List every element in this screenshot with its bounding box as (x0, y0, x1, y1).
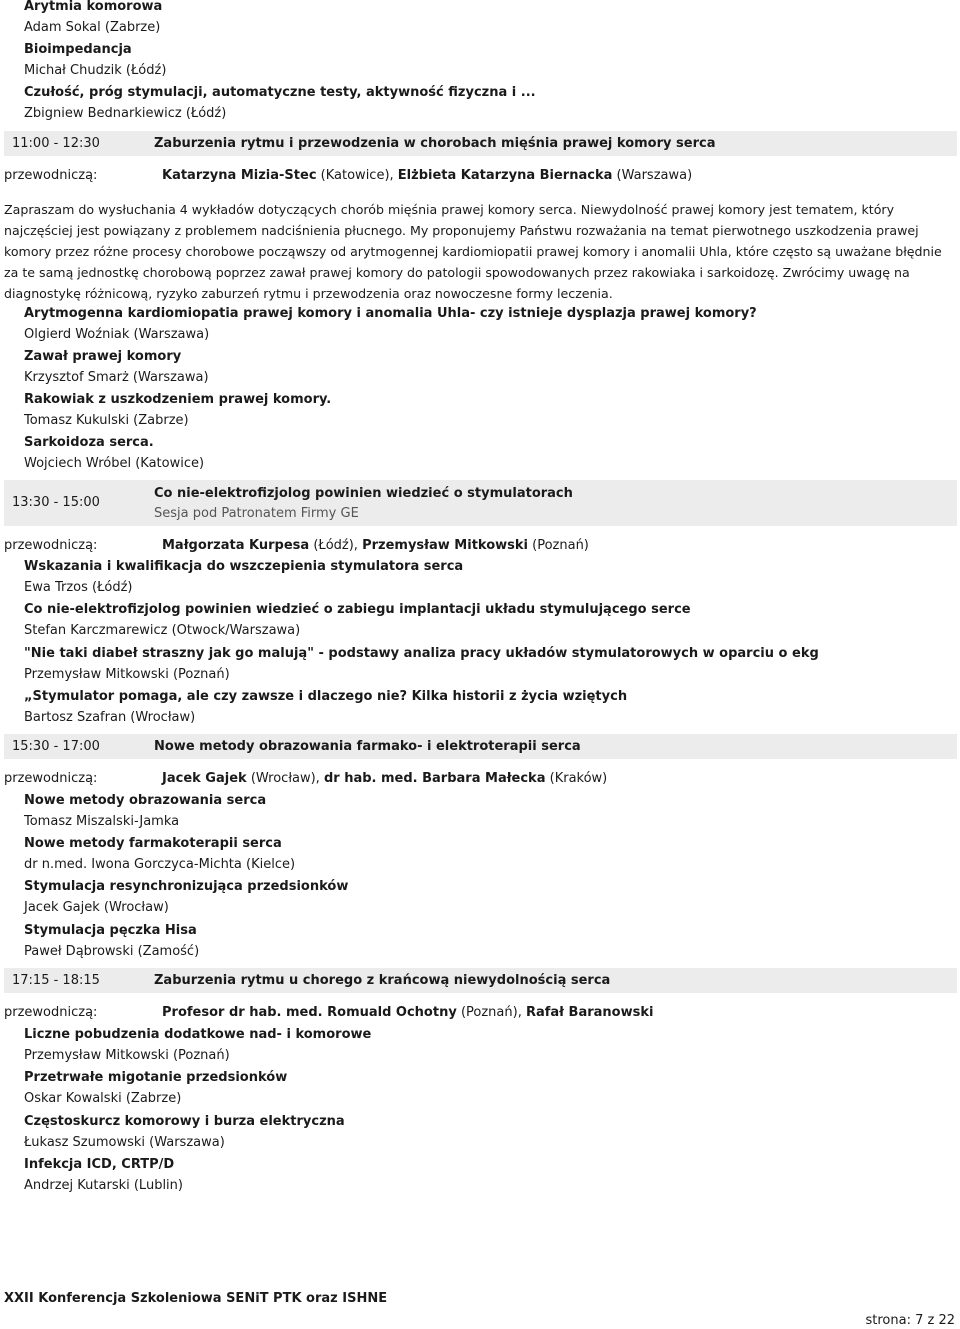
chair-name: Profesor dr hab. med. Romuald Ochotny (162, 1005, 457, 1020)
lecture (24, 835, 295, 873)
session-title: Nowe metody obrazowania farmako- i elektroterapii serca (154, 739, 581, 754)
lecture-speaker: Tomasz Kukulski (Zabrze) (24, 413, 189, 428)
lecture-speaker: Łukasz Szumowski (Warszawa) (24, 1135, 225, 1150)
lecture-title: Nowe metody farmakoterapii serca (24, 836, 282, 851)
lecture-speaker: Bartosz Szafran (Wrocław) (24, 710, 196, 725)
session-header (4, 480, 957, 526)
lecture-title: Liczne pobudzenia dodatkowe nad- i komorowe (24, 1027, 372, 1042)
lecture (24, 434, 204, 472)
lecture (24, 1113, 345, 1151)
lecture-title: Stymulacja resynchronizująca przedsionków (24, 879, 349, 894)
lecture-title: "Nie taki diabeł straszny jak go malują" - podstawy analiza pracy układów stymulatorowych w oparciu o ekg (24, 646, 819, 661)
lecture (24, 348, 209, 386)
lecture-title: Arytmogenna kardiomiopatia prawej komory i anomalia Uhla- czy istnieje dysplazja prawej komory? (24, 306, 757, 321)
chair-city: (Kraków) (549, 771, 608, 786)
lecture-speaker: Olgierd Woźniak (Warszawa) (24, 327, 210, 342)
lecture-title: Wskazania i kwalifikacja do wszczepienia stymulatora serca (24, 559, 464, 574)
lecture (24, 558, 463, 596)
session-time: 17:15 - 18:15 (12, 973, 100, 988)
lecture (24, 1156, 183, 1194)
session-title: Zaburzenia rytmu i przewodzenia w chorobach mięśnia prawej komory serca (154, 136, 716, 151)
session-header (4, 734, 957, 759)
lecture-title: Zawał prawej komory (24, 349, 182, 364)
footer-conference-title: XXII Konferencja Szkoleniowa SENiT PTK oraz ISHNE (4, 1291, 388, 1306)
lecture-speaker: Adam Sokal (Zabrze) (24, 20, 161, 35)
chair-name: Małgorzata Kurpesa (162, 538, 310, 553)
chair-city: (Poznań) (532, 538, 589, 553)
chair-name: Przemysław Mitkowski (362, 538, 528, 553)
lecture-speaker: Michał Chudzik (Łódź) (24, 63, 167, 78)
lecture-speaker: Przemysław Mitkowski (Poznań) (24, 1048, 230, 1063)
chair-name: dr hab. med. Barbara Małecka (323, 771, 546, 786)
chairs-label: przewodniczą: (4, 538, 98, 553)
chair-city: (Poznań), (460, 1005, 522, 1020)
lecture (24, 0, 162, 36)
chairs-label: przewodniczą: (4, 1005, 98, 1020)
session-title: Zaburzenia rytmu u chorego z krańcową niewydolnością serca (154, 973, 611, 988)
lecture-speaker: Ewa Trzos (Łódź) (24, 580, 133, 595)
lecture (24, 792, 266, 830)
lecture-title: Częstoskurcz komorowy i burza elektryczna (24, 1114, 345, 1129)
chair-city: (Warszawa) (616, 168, 693, 183)
chairs-label: przewodniczą: (4, 168, 98, 183)
lecture-title: Bioimpedancja (24, 42, 132, 57)
chair-name: Katarzyna Mizia-Stec (162, 168, 317, 183)
chair-city: (Wrocław), (250, 771, 320, 786)
chair-city: (Łódź), (313, 538, 358, 553)
lecture (24, 688, 627, 726)
lecture (24, 878, 348, 916)
lecture-speaker: Paweł Dąbrowski (Zamość) (24, 944, 200, 959)
page-number: strona: 7 z 22 (865, 1313, 955, 1328)
chairs-names (162, 1004, 653, 1021)
lecture-speaker: Stefan Karczmarewicz (Otwock/Warszawa) (24, 623, 301, 638)
lecture (24, 601, 691, 639)
chairs-names (162, 770, 607, 787)
lecture-speaker: Wojciech Wróbel (Katowice) (24, 456, 205, 471)
lecture-speaker: dr n.med. Iwona Gorczyca-Michta (Kielce) (24, 857, 296, 872)
lecture-speaker: Zbigniew Bednarkiewicz (Łódź) (24, 106, 227, 121)
lecture (24, 922, 199, 960)
lecture-speaker: Krzysztof Smarż (Warszawa) (24, 370, 209, 385)
lecture-speaker: Przemysław Mitkowski (Poznań) (24, 667, 230, 682)
chairs-label: przewodniczą: (4, 771, 98, 786)
lecture-speaker: Tomasz Miszalski-Jamka (24, 814, 180, 829)
session-time: 15:30 - 17:00 (12, 739, 100, 754)
lecture-speaker: Jacek Gajek (Wrocław) (24, 900, 169, 915)
lecture-title: „Stymulator pomaga, ale czy zawsze i dlaczego nie? Kilka historii z życia wziętych (24, 689, 628, 704)
lecture-title: Czułość, próg stymulacji, automatyczne testy, aktywność fizyczna i ... (24, 85, 536, 100)
chairs-names (162, 537, 589, 554)
lecture-title: Sarkoidoza serca. (24, 435, 154, 450)
session-time: 13:30 - 15:00 (12, 495, 100, 510)
session-subtitle: Sesja pod Patronatem Firmy GE (154, 506, 359, 521)
lecture-title: Przetrwałe migotanie przedsionków (24, 1070, 288, 1085)
lecture-title: Infekcja ICD, CRTP/D (24, 1157, 175, 1172)
chair-name: Elżbieta Katarzyna Biernacka (397, 168, 613, 183)
lecture-title: Co nie-elektrofizjolog powinien wiedzieć o zabiegu implantacji układu stymulującego serce (24, 602, 691, 617)
lecture (24, 1026, 371, 1064)
lecture-title: Arytmia komorowa (24, 0, 163, 14)
lecture (24, 1069, 287, 1107)
session-title: Co nie-elektrofizjolog powinien wiedzieć o stymulatorach (154, 486, 573, 501)
lecture (24, 41, 166, 79)
lecture (24, 305, 757, 343)
lecture (24, 645, 819, 683)
chair-name: Jacek Gajek (162, 771, 247, 786)
session-time: 11:00 - 12:30 (12, 136, 100, 151)
lecture (24, 391, 331, 429)
lecture-title: Nowe metody obrazowania serca (24, 793, 267, 808)
session-header (4, 968, 957, 993)
chair-city: (Katowice), (320, 168, 394, 183)
lecture-speaker: Oskar Kowalski (Zabrze) (24, 1091, 182, 1106)
chairs-names (162, 167, 692, 184)
lecture (24, 84, 536, 122)
lecture-speaker: Andrzej Kutarski (Lublin) (24, 1178, 183, 1193)
lecture-title: Stymulacja pęczka Hisa (24, 923, 197, 938)
chair-name: Rafał Baranowski (525, 1005, 654, 1020)
session-description: Zapraszam do wysłuchania 4 wykładów dotyczących chorób mięśnia prawej komory serca. Niewydolność prawej komory jest tematem, który najczęściej jest powiązany z problemem nadciśnienia płucnego. My proponujemy Państwu rozważania na temat pierwotnego uszkodzenia prawej komory przez różne procesy chorobowe począwszy od arytmogennej kardiomiopatii prawej komory i anomalii Uhla, które często są uważane błędnie za te samą jednostkę chorobową poprzez zawał prawej komory do patologii spowodowanych przez rakowiaka i sarkoidozę. Zwrócimy uwagę na diagnostykę różnicową, ryzyko zaburzeń rytmu i przewodzenia oraz nowoczesne formy leczenia. (4, 202, 942, 301)
lecture-title: Rakowiak z uszkodzeniem prawej komory. (24, 392, 332, 407)
session-header (4, 131, 957, 156)
